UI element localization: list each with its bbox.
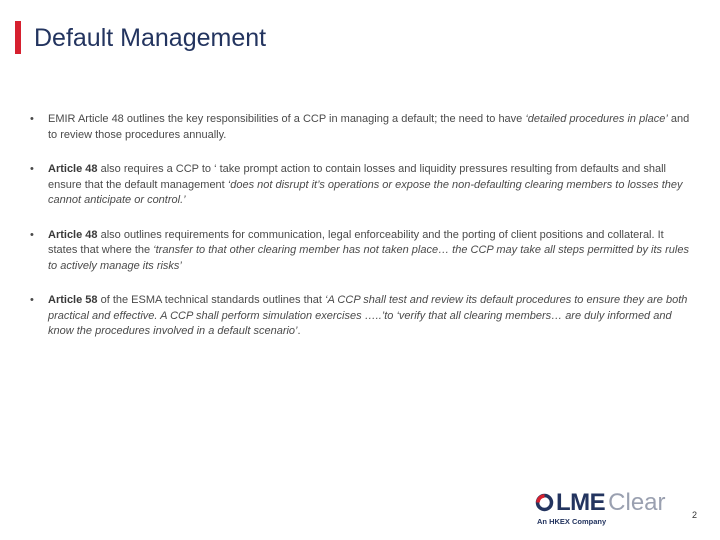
bullet-item — [30, 293, 690, 340]
bullet-text: also outlines requirements for communication, legal enforceability and the porting of client positions and collateral. It states that where the — [48, 228, 664, 256]
article-reference: Article 58 — [48, 294, 98, 306]
bullet-list — [30, 112, 690, 359]
bullet-marker: • — [30, 113, 34, 125]
logo-tagline: An HKEX Company — [537, 517, 607, 526]
bullet-text: of the ESMA technical standards outlines that — [97, 294, 325, 306]
logo-wordmark — [535, 490, 666, 515]
quoted-text: ‘transfer to that other clearing member has not taken place… the CCP may take all steps permitted by its rules to actively manage its risks’ — [48, 244, 689, 272]
article-reference: Article 48 — [48, 163, 98, 175]
article-reference: Article 48 — [48, 228, 98, 241]
bullet-item — [30, 228, 690, 275]
bullet-marker: • — [30, 228, 34, 241]
quoted-text: ‘detailed procedures in place’ — [525, 113, 668, 125]
page-title: Default Management — [34, 24, 267, 52]
lme-ring-icon — [535, 492, 554, 511]
bullet-text: . — [297, 325, 301, 337]
bullet-marker: • — [30, 294, 34, 306]
logo-brand: LME — [556, 489, 606, 516]
title-accent-bar — [15, 21, 21, 54]
bullet-marker: • — [30, 163, 34, 175]
bullet-item — [30, 112, 690, 143]
lme-clear-logo — [535, 490, 675, 526]
logo-product: Clear — [608, 489, 666, 516]
page-number: 2 — [692, 510, 698, 520]
quoted-text: ‘A CCP shall test and review its default procedures to ensure they are both practical and effective. A CCP shall perform simulation exercises …..’to ‘verify that all clearing members… are duly informed and know the procedures involved in a default scenario’ — [48, 294, 688, 337]
quoted-text: ‘does not disrupt it’s operations or expose the non-defaulting clearing members to losses they cannot anticipate or control.’ — [48, 178, 683, 206]
bullet-item — [30, 162, 690, 209]
bullet-text: and to review those procedures annually. — [48, 113, 690, 141]
bullet-text: EMIR Article 48 outlines the key responsibilities of a CCP in managing a default; the need to have — [48, 113, 526, 125]
bullet-text: also requires a CCP to ‘ take prompt action to contain losses and liquidity pressures resulting from defaults and shall ensure that the default management — [48, 163, 666, 191]
